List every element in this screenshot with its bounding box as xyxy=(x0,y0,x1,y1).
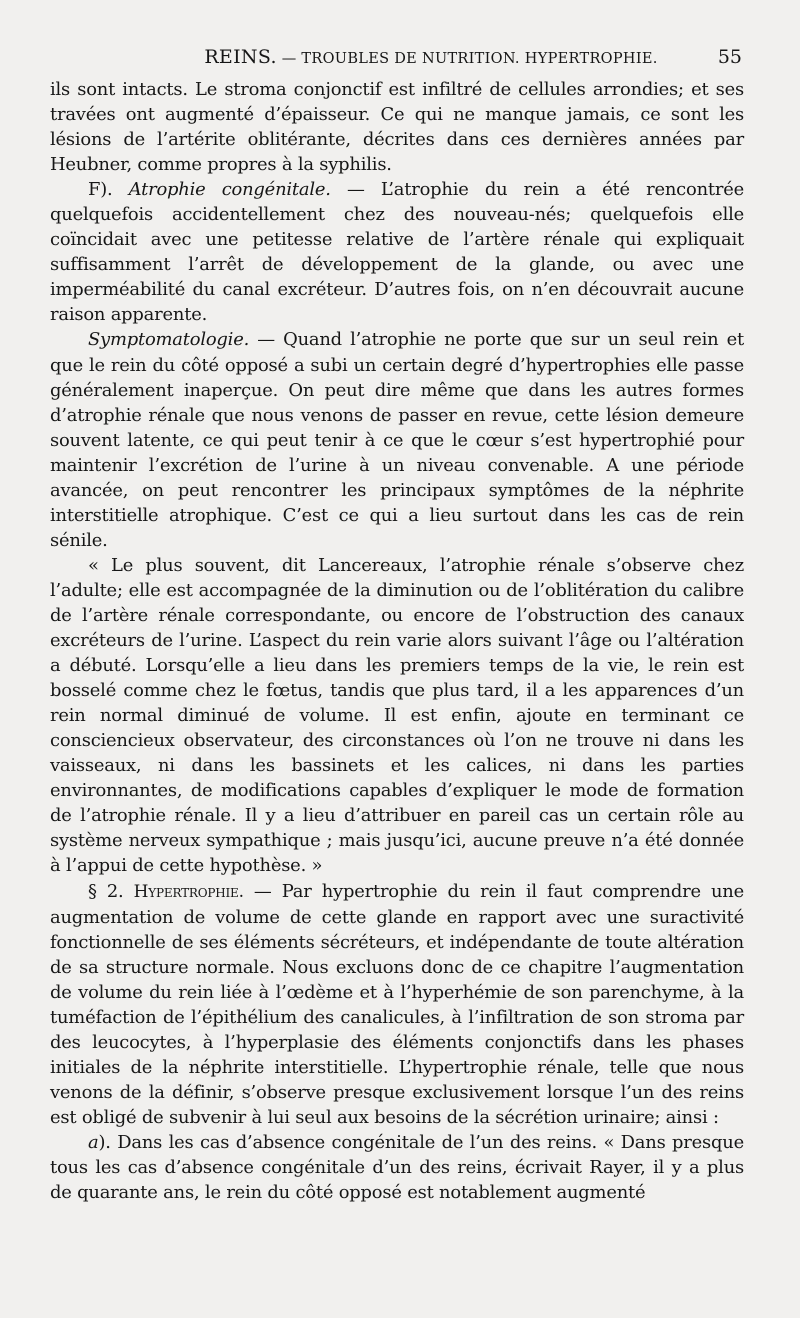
paragraph-stroma: ils sont intacts. Le stroma conjonctif est infiltré de cellules arrondies; et ses travées ont augmenté d’épaisseur. Ce qui ne manque jamais, ce sont les lésions de l’artérite oblitérante, décrites dans ces dernières années par Heubner, comme propres à la syphilis. xyxy=(50,79,744,176)
paragraph-atrophie-congenitale xyxy=(50,177,744,327)
paragraph-absence-congenitale xyxy=(50,1130,744,1205)
list-label-a: a xyxy=(88,1131,99,1153)
paragraph-hypertrophie xyxy=(50,879,744,1130)
paragraph-symptomatologie xyxy=(50,327,744,552)
running-title-sub: — TROUBLES DE NUTRITION. HYPERTROPHIE. xyxy=(276,51,658,67)
paragraph-hypertrophie-text: — Par hypertrophie du rein il faut comprendre une augmentation de volume de cette glande en rapport avec une suractivité fonctionnelle de ses éléments sécréteurs, et indépendante de toute altération de sa structure normale. Nous excluons donc de ce chapitre l’augmentation de volume du rein liée à l’œdème et à l’hyperhémie de son parenchyme, à la tuméfaction de l’épithélium des canalicules, à l’infiltration de son stroma par des leucocytes, à l’hyperplasie des éléments conjonctifs dans les phases initiales de la néphrite interstitielle. L’hypertrophie rénale, telle que nous venons de la définir, s’observe presque exclusivement lorsque l’un des reins est obligé de subvenir à lui seul aux besoins de la sécrétion urinaire; ainsi : xyxy=(50,880,744,1128)
section-label-2: § 2. xyxy=(88,880,134,902)
section-heading-hypertrophie: Hypertrophie. xyxy=(133,881,244,902)
page-number: 55 xyxy=(717,46,742,68)
body-text xyxy=(50,77,744,1205)
section-label-f: F). xyxy=(88,179,129,201)
paragraph-symptomatologie-text: — Quand l’atrophie ne porte que sur un seul rein et que le rein du côté opposé a subi un certain degré d’hypertrophies elle passe généralement inaperçue. On peut dire même que dans les autres formes d’atrophie rénale que nous venons de passer en revue, cette lésion demeure souvent latente, ce qui peut tenir à ce que le cœur s’est hypertrophié pour maintenir l’excrétion de l’urine à un niveau convenable. A une période avancée, on peut rencontrer les principaux symptômes de la néphrite interstitielle atrophique. C’est ce qui a lieu surtout dans les cas de rein sénile. xyxy=(50,329,744,551)
section-heading-atrophie-congenitale: Atrophie congénitale. xyxy=(128,179,331,201)
running-head xyxy=(50,44,742,70)
section-heading-symptomatologie: Symptomatologie. xyxy=(88,329,250,351)
running-title-main: REINS. xyxy=(204,46,277,68)
paragraph-lancereaux-quote: « Le plus souvent, dit Lancereaux, l’atrophie rénale s’observe chez l’adulte; elle est accompagnée de la diminution ou de l’oblitération du calibre de l’artère rénale correspondante, ou encore de l’obstruction des canaux excréteurs de l’urine. L’aspect du rein varie alors suivant l’âge ou l’altération a débuté. Lorsqu’elle a lieu dans les premiers temps de la vie, le rein est bosselé comme chez le fœtus, tandis que plus tard, il a les apparences d’un rein normal diminué de volume. Il est enfin, ajoute en terminant ce consciencieux observateur, des circonstances où l’on ne trouve ni dans les vaisseaux, ni dans les bassinets et les calices, ni dans les parties environnantes, de modifications capables d’expliquer le mode de formation de l’atrophie rénale. Il y a lieu d’attribuer en pareil cas un certain rôle au système nerveux sympathique ; mais jusqu’ici, aucune preuve n’a été donnée à l’appui de cette hypothèse. » xyxy=(50,554,744,877)
paragraph-absence-congenitale-text: ). Dans les cas d’absence congénitale de l’un des reins. « Dans presque tous les cas d’absence congénitale d’un des reins, écrivait Rayer, il y a plus de quarante ans, le rein du côté opposé est notablement augmenté xyxy=(50,1131,744,1204)
running-title xyxy=(50,44,742,72)
paragraph-atrophie-congenitale-text: — L’atrophie du rein a été rencontrée quelquefois accidentellement chez des nouveau-nés; quelquefois elle coïncidait avec une petitesse relative de l’artère rénale qui expliquait suffisamment l’arrêt de développement de la glande, ou avec une imperméabilité du canal excréteur. D’autres fois, on n’en découvrait aucune raison apparente. xyxy=(50,179,745,326)
